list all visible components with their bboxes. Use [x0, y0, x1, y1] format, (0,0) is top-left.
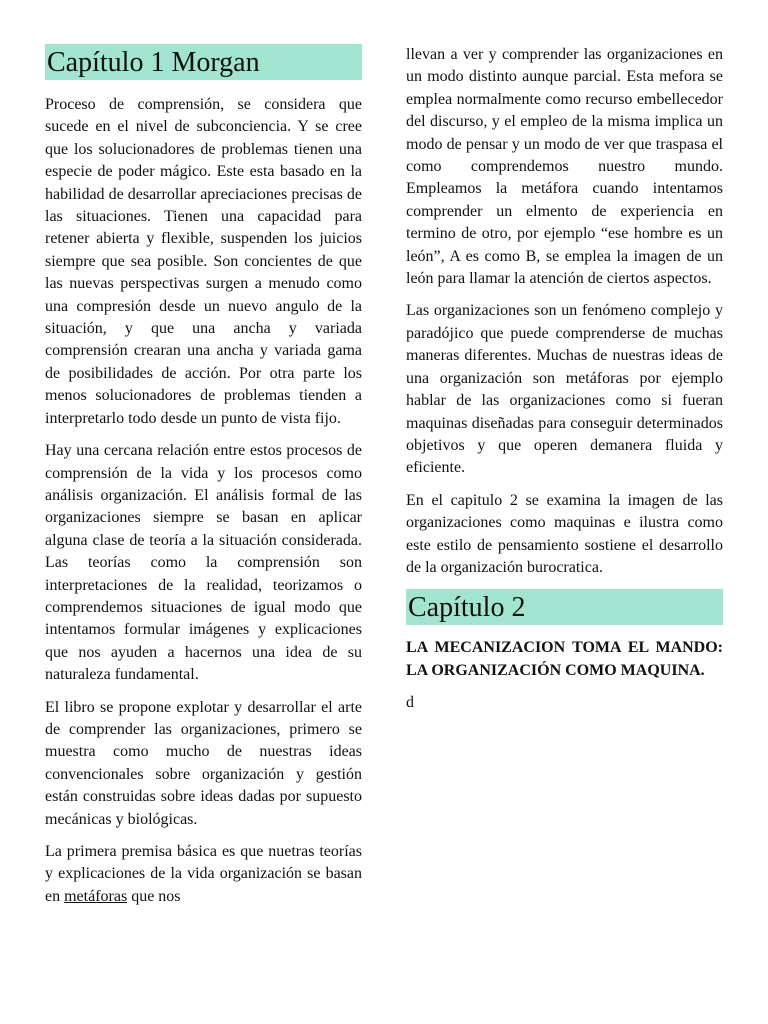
chapter1-paragraph-4	[45, 841, 362, 908]
chapter1-paragraph-1: Proceso de comprensión, se considera que sucede en el nivel de subconciencia. Y se cree que los solucionadores de problemas tienen una especie de poder mágico. Este esta basado en la habilidad de desarrollar apreciaciones precisas de las situaciones. Tienen una capacidad para retener abierta y flexible, suspenden los juicios siempre que sea posible. Son concientes de que las nuevas perspectivas surgen a menudo como una compresión desde un nuevo angulo de la situación, y que una ancha y variada comprensión crearan una ancha y variada gama de posibilidades de acción. Por otra parte los menos solucionadores de problemas tienden a interpretarlo todo desde un punto de vista fijo.	[45, 96, 362, 427]
chapter1-paragraph-5: llevan a ver y comprender las organizaciones en un modo distinto aunque parcial. Esta mefora se emplea normalmente como recurso embellecedor del discurso, y el empleo de la misma implica un modo de pensar y un modo de ver que traspasa el como comprendemos nuestro mundo. Empleamos la metáfora cuando intentamos comprender un elmento de experiencia en termino de otro, por ejemplo “ese hombre es un león”, A es como B, se emplea la imagen de un león para llamar la atención de ciertos aspectos.	[406, 46, 723, 288]
right-column	[406, 44, 723, 725]
chapter1-paragraph-7: En el capitulo 2 se examina la imagen de las organizaciones como maquinas e ilustra como este estilo de pensamiento sostiene el desarrollo de la organización burocratica.	[406, 491, 723, 576]
chapter1-paragraph-6: Las organizaciones son un fenómeno complejo y paradójico que puede comprenderse de muchas maneras diferentes. Muchas de nuestras ideas de una organización son metáforas por ejemplo hablar de las organizaciones como si fueran maquinas diseñadas para conseguir determinados objetivos y que operen demanera fluida y eficiente.	[406, 302, 723, 477]
chapter1-title: Capítulo 1 Morgan	[45, 44, 362, 80]
chapter1-paragraph-2: Hay una cercana relación entre estos procesos de comprensión de la vida y los procesos como análisis organización. El análisis formal de las organizaciones siempre se basan en aplicar alguna clase de teoría a la situación considerada. Las teorías como la comprensión son interpretaciones de la realidad, teorizamos o comprendemos situaciones de igual modo que intentamos formular imágenes y explicaciones que nos ayuden a hacernos una idea de su naturaleza fundamental.	[45, 442, 362, 684]
chapter2-paragraph-1: d	[406, 694, 414, 712]
paragraph-4-text-end: que nos	[127, 887, 181, 905]
paragraph-4-text-start: La primera premisa básica es que nuetras teorías y explicaciones de la vida organización se basan en	[45, 843, 362, 905]
metaforas-underlined: metáforas	[64, 887, 128, 905]
chapter2-subtitle: LA MECANIZACION TOMA EL MANDO: LA ORGANIZACIÓN COMO MAQUINA.	[406, 639, 723, 679]
chapter1-paragraph-3: El libro se propone explotar y desarrollar el arte de comprender las organizaciones, primero se muestra como mucho de nuestras ideas convencionales sobre organización y gestión están construidas sobre ideas dadas por supuesto mecánicas y biológicas.	[45, 698, 362, 828]
chapter2-title: Capítulo 2	[406, 589, 723, 625]
left-column	[45, 44, 362, 918]
